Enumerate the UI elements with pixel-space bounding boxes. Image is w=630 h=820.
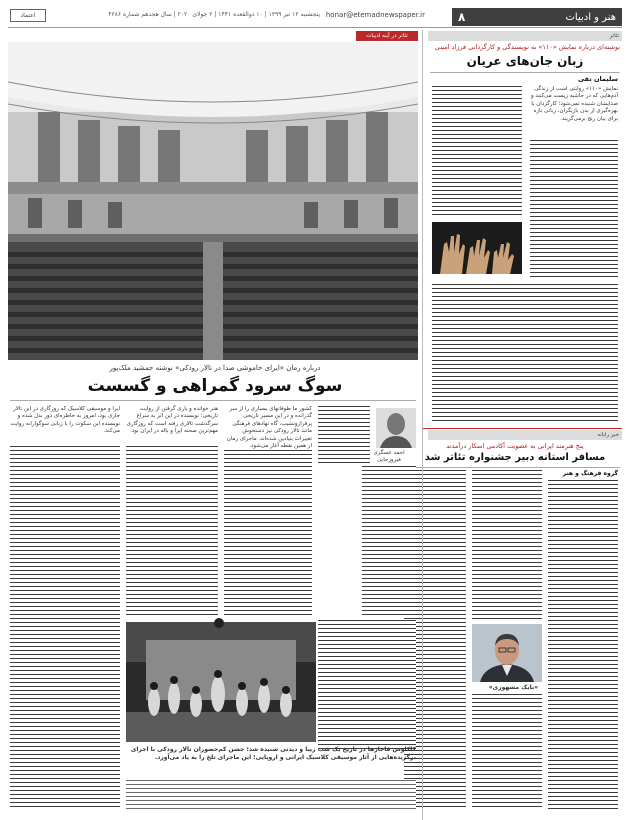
column-divider (422, 30, 423, 820)
stage-photo-caption: کاکاوس قاجارها در تاریخ یک شب زیبا و دیدنی شنیده شد؛ جشن کم‌حضوران تالار رودکی با اجرای برگزیده‌هایی از آثار موسیقی کلاسیک ایرانی و اروپایی؛ این ماجرای تلخ را به یاد می‌آورد. (130, 746, 416, 762)
academy-headline: مسافر استانه دبیر جشنواره تئاتر شد (424, 452, 606, 463)
portrait-photo (472, 624, 542, 682)
section-badge (452, 8, 622, 26)
main-headline: سوگ سرود گمراهی و گسست (87, 376, 343, 396)
main-col-2 (224, 450, 312, 616)
news-tag: خبر رایانه (428, 430, 622, 440)
main-kicker: درباره رمان «ایرای خاموشی صدا در تالار رودکی» نوشته جمشید ملک‌پور (109, 364, 321, 372)
main-lede-1: کشور ما طوفانهای بسیاری را از سر گذرانده و در این مسیر تاریخی پرفرازونشیب، گاه نهادهای فرهنگی مانند تالار رودکی نیز دستخوش تغییرات بنیادین شده‌اند. ماجرای رمان از همین نقطه آغاز می‌شود. (226, 406, 312, 450)
theatre-headline: زبان جان‌های عریان (466, 54, 584, 68)
opera-stage-photo (126, 622, 316, 742)
theatre-tag: تئاتر (428, 31, 622, 41)
academy-kicker: پنج هنرمند ایرانی به عضویت آکادمی اسکار درآمدند (446, 442, 584, 450)
main-col-1-lower (318, 620, 416, 750)
divider (10, 400, 416, 401)
main-col-2-bottom (126, 780, 416, 810)
theatre-lede: نمایش «۱۱۰» روایتی است از زندگی آدم‌هایی که در حاشیه زیست می‌کنند و صدایشان شنیده نمی‌شود؛ کارگردان با بهره‌گیری از بدن بازیگران، زبانی تازه برای بیان رنج برمی‌گزیند. (530, 86, 618, 122)
main-col-3 (126, 446, 218, 616)
theatre-col-left (432, 86, 522, 216)
divider (430, 72, 620, 73)
page-number: ۸ (458, 10, 466, 24)
theatre-col-right (530, 140, 618, 280)
theatre-kicker: نوشته‌ای درباره نمایش «۱۱۰» به نویسندگی و کارگردانی فرزاد امینی (434, 43, 620, 51)
main-col-1 (362, 466, 416, 616)
section-title: هنر و ادبیات (565, 11, 616, 23)
divider (410, 467, 620, 468)
academy-col-2 (472, 470, 542, 620)
author-avatar (376, 408, 416, 448)
academy-col-2b (472, 694, 542, 810)
concert-hall-photo (8, 42, 418, 360)
photo-marker (214, 618, 224, 628)
newspaper-logo: اعتماد (10, 9, 46, 22)
main-col-1-top (318, 406, 370, 466)
dateline: پنجشنبه ۱۲ تیر ۱۳۹۹ | ۱۰ ذوالقعده ۱۴۴۱ | ۲ جولای ۲۰۲۰ | سال هجدهم شماره ۴۶۸۶ (108, 11, 320, 18)
photo-tag: تئاتر در آینه ادبیات (356, 31, 418, 41)
red-divider (422, 428, 622, 429)
academy-col-1 (548, 480, 618, 810)
portrait-caption: «بابک مشهوری» (488, 684, 538, 691)
main-lede-3: اپرا و موسیقی کلاسیک که روزگاری در این تالار جاری بود، امروز به خاطره‌ای دور بدل شده و نویسنده این سکوت را با زبانی سوگوارانه روایت می‌کند. (10, 406, 120, 435)
academy-subhead: گروه فرهنگ و هنر (562, 470, 618, 477)
main-lede-2: هنر خوانده و یاری گرفتن از روایت تاریخی؛ نویسنده در این اثر به سراغ سرگذشت تالاری رفته است که روزگاری مهم‌ترین صحنه اپرا و باله در ایران بود. (126, 406, 218, 435)
theatre-author: سلیمان تقی (577, 75, 618, 83)
theatre-col-bottom (432, 284, 618, 422)
section-email[interactable]: honar@etemadnewspaper.ir (325, 11, 425, 19)
main-col-4 (10, 446, 120, 810)
author-name: احمد عسگری فیروزجایی (373, 450, 405, 464)
hands-photo (432, 222, 522, 274)
